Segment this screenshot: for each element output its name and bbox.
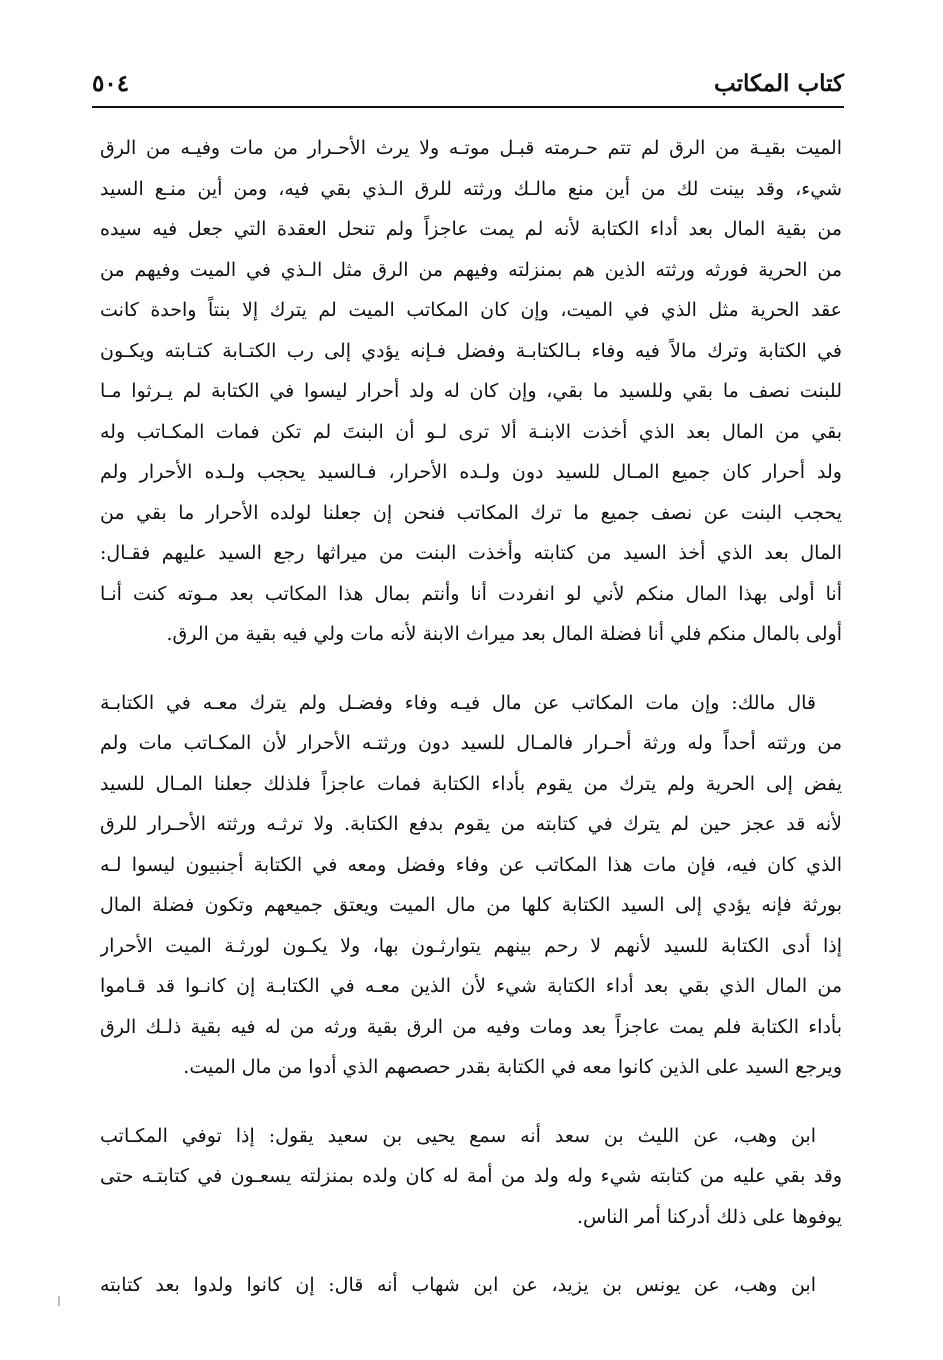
text-line: من ورثته أحداً وله ورثة أحـرار فالمـال للسيد دون ورثتـه الأحرار لأن المكـاتب مات ولم [100, 732, 842, 754]
paragraph-4 [100, 1265, 842, 1306]
text-line: ابن وهب، عن يونس بن يزيد، عن ابن شهاب أنه قال: إن كانوا ولدوا بعد كتابته [100, 1274, 816, 1296]
text-line: لأنه قد عجز حين لم يترك في كتابته من يقوم بدفع الكتابة. ولا ترثـه ورثته الأحـرار للرق [100, 813, 842, 835]
text-line: قال مالك: وإن مات المكاتب عن مال فيـه وفاء وفضـل ولم يترك معـه في الكتابـة [100, 691, 816, 714]
paragraph-gap [100, 655, 842, 683]
text-line: المال بعد الذي أخذ السيد من كتابته وأخذت البنت من ميراثها رجع السيد عليهم فقـال: [100, 542, 842, 564]
text-line: إذا أدى الكتابة للسيد لأنهم لا رحم بينهم يتوارثـون بها، ولا يكـون لورثـة الميت الأحرار [100, 934, 842, 957]
text-line: أولى بالمال منكم فلي أنا فضلة المال بعد ميراث الابنة لأنه مات ولي فيه بقية من الرق. [166, 623, 842, 645]
paragraph-2 [100, 683, 842, 1088]
text-line: في الكتابة وترك مالاً فيه وفاء بـالكتابـة وفضل فـإنه يؤدي إلى رب الكتـابة كتـابته ويكـون [100, 339, 842, 362]
text-line: بأداء الكتابة فلم يمت عاجزاً بعد ومات وفيه من الرق بقية ورثه من له فيه بقية ذلـك الرق [100, 1015, 842, 1038]
running-title: كتاب المكاتب [714, 70, 844, 97]
text-line: من بقية المال بعد أداء الكتابة لأنه لم يمت عاجزاً ولم تنحل العقدة التي جعل فيه سيده [100, 218, 842, 240]
paragraph-gap [100, 1088, 842, 1116]
text-line: شيء، وقد بينت لك من أين منع مالـك ورثته للرق الـذي بقي فيه، ومن أين منـع السيد [100, 177, 842, 200]
text-line: يحجب البنت عن نصف جميع ما ترك المكاتب فنحن إن جعلنا لولده الأحرار ما بقي من [100, 501, 842, 524]
paragraph-3 [100, 1116, 842, 1238]
body-text [100, 128, 842, 1306]
text-line: الميت بقيـة من الرق لم تتم حـرمته قبـل موتـه ولا يرث الأحـرار من مات وفيـه من الرق [100, 137, 842, 159]
text-line: يوفوها على ذلك أدركنا أمر الناس. [577, 1205, 842, 1228]
text-line: من المال الذي بقي بعد أداء الكتابة شيء لأن الذين معـه في الكتابـة إن كانـوا قد قـاموا [100, 975, 842, 997]
header-rule [92, 106, 844, 108]
page-number: ٥٠٤ [92, 70, 130, 97]
paragraph-1 [100, 128, 842, 655]
text-line: ولد أحرار كان جميع المـال للسيد دون ولـده الأحرار، فـالسيد يحجب ولـده الأحرار ولم [100, 461, 842, 483]
text-line: ابن وهب، عن الليث بن سعد أنه سمع يحيى بن سعيد يقول: إذا توفي المكـاتب [100, 1124, 816, 1147]
text-line: وقد بقي عليه من كتابته شيء وله ولد من أمة له كان ولده بمنزلته يسعـون في كتابتـه حتى [100, 1165, 842, 1187]
text-line: يفض إلى الحرية ولم يترك من يقوم بأداء الكتابة فمات عاجزاً فلذلك جعلنا المـال للسيد [100, 772, 842, 795]
text-line: الذي كان فيه، فإن مات هذا المكاتب عن وفاء وفضل ومعه في الكتابة أجنبيون ليسوا لـه [100, 853, 842, 876]
text-line: من الحرية فورثه ورثته الذين هم بمنزلته وفيهم من الرق مثل الـذي في الميت وفيهم من [100, 258, 842, 281]
text-line: بقي من المال بعد الذي أخذت الابنـة ألا ترى لـو أن البنتَ لم تكن فمات المكـاتب وله [100, 420, 842, 443]
paragraph-gap [100, 1237, 842, 1265]
text-line: عقد الحرية مثل الذي في الميت، وإن كان المكاتب الميت لم يترك إلا بنتاً واحدة كانت [100, 299, 842, 321]
scan-artifact [58, 1296, 60, 1306]
text-line: للبنت نصف ما بقي وللسيد ما بقي، وإن كان له ولد أحرار ليسوا في الكتابة لم يـرثوا مـا [100, 380, 842, 402]
page-header [92, 62, 844, 104]
text-line: ويرجع السيد على الذين كانوا معه في الكتابة بقدر حصصهم الذي أدوا من مال الميت. [183, 1056, 842, 1078]
text-line: أنا أولى بهذا المال منكم لأني لو انفردت أنا وأنتم بمال هذا المكاتب بعد مـوته كنت أنـا [100, 582, 842, 605]
text-line: بورثة فإنه يؤدي إلى السيد الكتابة كلها من مال الميت ويعتق جميعهم وتكون فضلة المال [100, 894, 842, 916]
